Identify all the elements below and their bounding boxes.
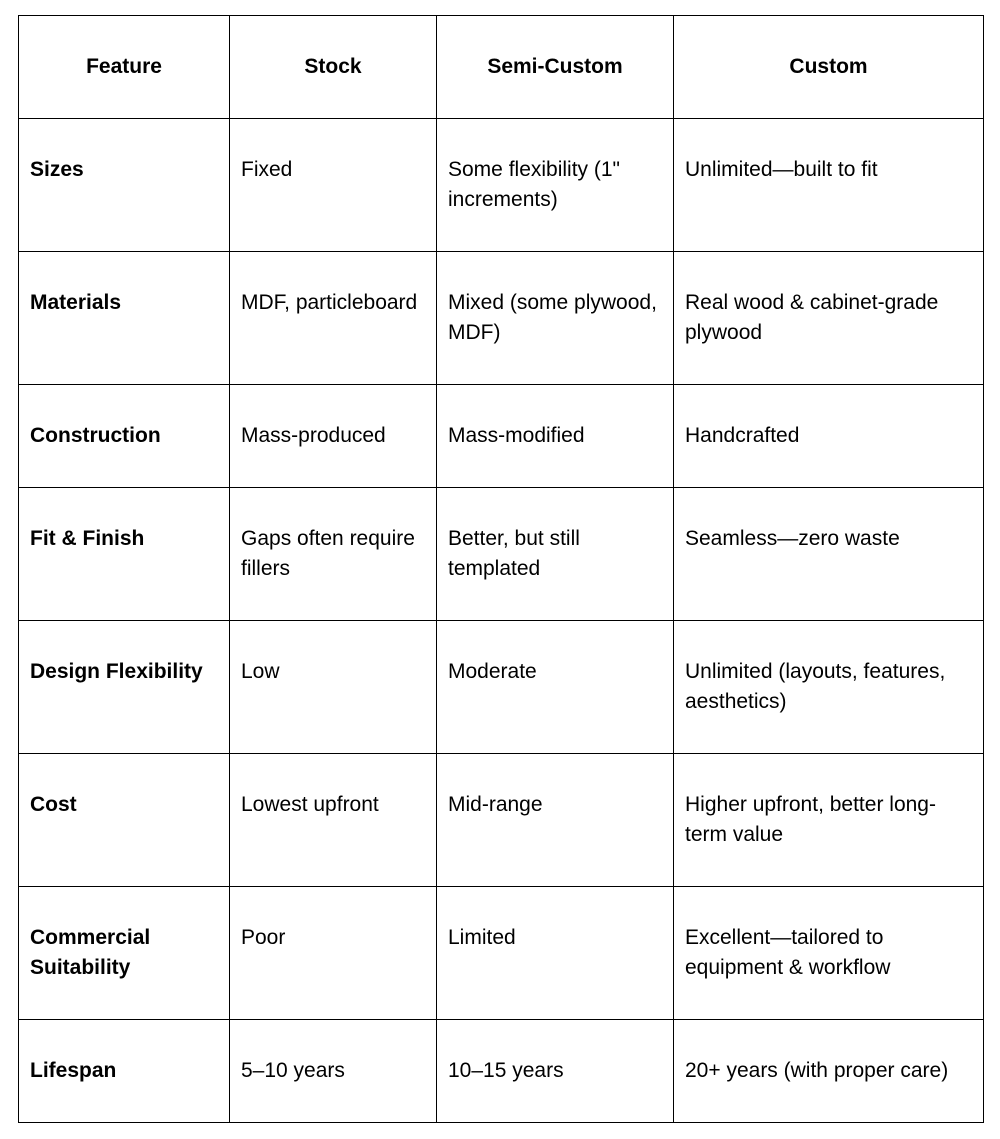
header-stock: Stock bbox=[230, 16, 437, 119]
table-row-cost bbox=[19, 754, 984, 887]
cell-stock-fit-finish: Gaps often require fillers bbox=[230, 488, 437, 621]
cell-stock-cost: Lowest upfront bbox=[230, 754, 437, 887]
row-label-lifespan: Lifespan bbox=[19, 1020, 230, 1123]
cell-semi-custom-cost: Mid-range bbox=[437, 754, 674, 887]
table-row-materials bbox=[19, 252, 984, 385]
row-label-sizes: Sizes bbox=[19, 119, 230, 252]
cell-semi-custom-fit-finish: Better, but still templated bbox=[437, 488, 674, 621]
cell-semi-custom-design-flexibility: Moderate bbox=[437, 621, 674, 754]
cell-semi-custom-commercial-suitability: Limited bbox=[437, 887, 674, 1020]
cell-custom-cost: Higher upfront, better long-term value bbox=[674, 754, 984, 887]
cell-custom-lifespan: 20+ years (with proper care) bbox=[674, 1020, 984, 1123]
cell-custom-sizes: Unlimited—built to fit bbox=[674, 119, 984, 252]
comparison-table bbox=[18, 15, 984, 1123]
table-row-construction bbox=[19, 385, 984, 488]
header-semi-custom: Semi-Custom bbox=[437, 16, 674, 119]
row-label-commercial-suitability: Commercial Suitability bbox=[19, 887, 230, 1020]
header-custom: Custom bbox=[674, 16, 984, 119]
cell-semi-custom-construction: Mass-modified bbox=[437, 385, 674, 488]
cell-stock-lifespan: 5–10 years bbox=[230, 1020, 437, 1123]
table-row-sizes bbox=[19, 119, 984, 252]
cell-semi-custom-sizes: Some flexibility (1" increments) bbox=[437, 119, 674, 252]
row-label-construction: Construction bbox=[19, 385, 230, 488]
cell-custom-materials: Real wood & cabinet-grade plywood bbox=[674, 252, 984, 385]
header-feature: Feature bbox=[19, 16, 230, 119]
row-label-cost: Cost bbox=[19, 754, 230, 887]
row-label-design-flexibility: Design Flexibility bbox=[19, 621, 230, 754]
table-row-commercial-suitability bbox=[19, 887, 984, 1020]
cell-custom-construction: Handcrafted bbox=[674, 385, 984, 488]
table-header-row bbox=[19, 16, 984, 119]
cell-stock-design-flexibility: Low bbox=[230, 621, 437, 754]
cell-semi-custom-lifespan: 10–15 years bbox=[437, 1020, 674, 1123]
cell-stock-sizes: Fixed bbox=[230, 119, 437, 252]
cell-custom-fit-finish: Seamless—zero waste bbox=[674, 488, 984, 621]
cell-stock-commercial-suitability: Poor bbox=[230, 887, 437, 1020]
cell-stock-materials: MDF, particleboard bbox=[230, 252, 437, 385]
table-row-design-flexibility bbox=[19, 621, 984, 754]
row-label-fit-finish: Fit & Finish bbox=[19, 488, 230, 621]
cell-custom-design-flexibility: Unlimited (layouts, features, aesthetics) bbox=[674, 621, 984, 754]
cell-stock-construction: Mass-produced bbox=[230, 385, 437, 488]
table-row-lifespan bbox=[19, 1020, 984, 1123]
table-row-fit-finish bbox=[19, 488, 984, 621]
cell-custom-commercial-suitability: Excellent—tailored to equipment & workflow bbox=[674, 887, 984, 1020]
row-label-materials: Materials bbox=[19, 252, 230, 385]
cell-semi-custom-materials: Mixed (some plywood, MDF) bbox=[437, 252, 674, 385]
